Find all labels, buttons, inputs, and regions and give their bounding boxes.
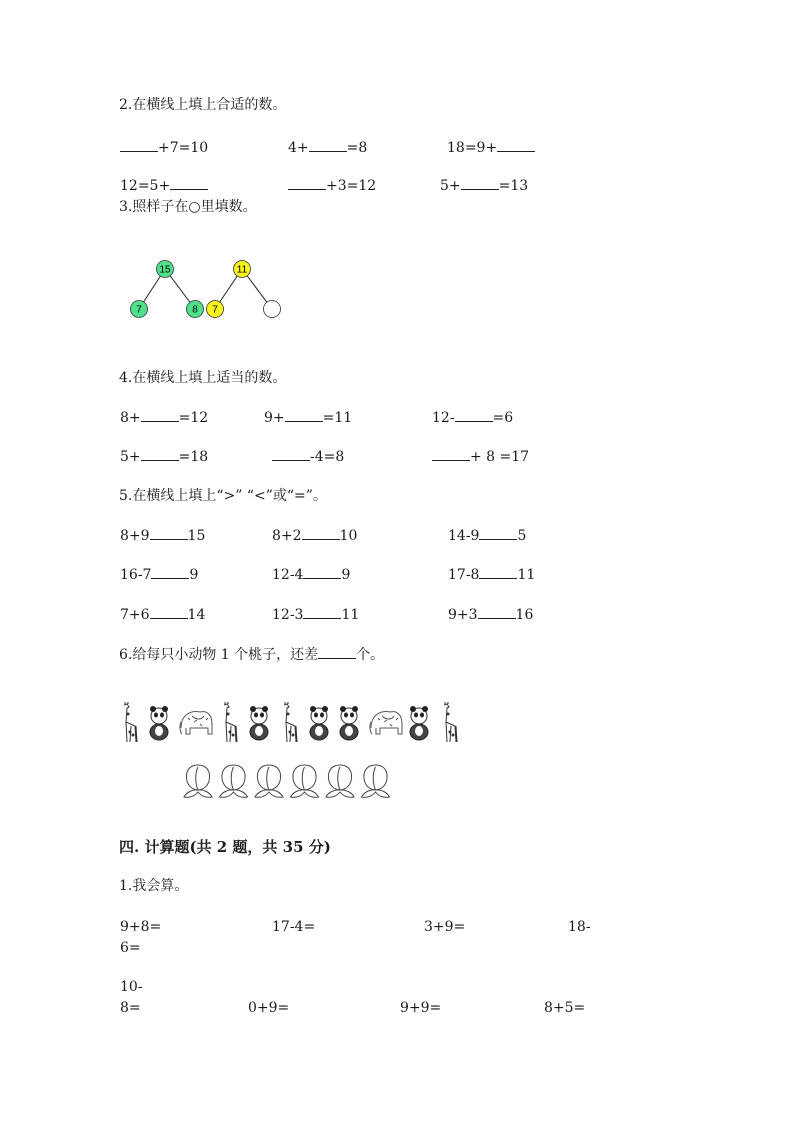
calc-r1-c4-part2: 6=	[120, 940, 141, 956]
expr-after: 9	[189, 567, 199, 583]
q2-r2-c1	[120, 177, 208, 195]
peach-icon	[291, 765, 319, 797]
expr-after: 15	[187, 528, 206, 544]
task-bond	[207, 261, 281, 318]
section4-title: 四. 计算题(共 2 题，共 35 分)	[119, 838, 331, 856]
q2-r1-c2	[288, 139, 367, 157]
expr-after: =13	[498, 178, 529, 194]
expr-after: + 8 =17	[470, 449, 530, 465]
giraffe-icon	[284, 702, 297, 742]
calc-r2-c1-part1: 10-	[120, 979, 143, 995]
q4-r2-c3	[432, 448, 529, 466]
expr-before: 4+	[288, 140, 309, 156]
answer-blank[interactable]	[150, 527, 188, 540]
answer-blank[interactable]	[272, 448, 310, 461]
expr-after: =11	[322, 410, 353, 426]
expr-after: 10	[339, 528, 358, 544]
q5-r1-c2	[272, 527, 357, 545]
answer-blank[interactable]	[141, 409, 179, 422]
answer-blank[interactable]	[141, 448, 179, 461]
q2-r2-c2	[288, 177, 376, 195]
q5-r1-c1	[120, 527, 205, 545]
peach-icon	[255, 765, 283, 797]
panda-icon	[340, 706, 358, 740]
expr-after: =12	[178, 410, 209, 426]
panda-icon	[250, 706, 268, 740]
expr-after: =8	[346, 140, 368, 156]
q5-r1-c3	[448, 527, 526, 545]
answer-blank[interactable]	[479, 566, 517, 579]
answer-blank[interactable]	[309, 139, 347, 152]
q6-title-before: 6.给每只小动物 1 个桃子，还差	[119, 647, 319, 663]
answer-blank[interactable]	[303, 606, 341, 619]
expr-before: 12-3	[272, 607, 304, 623]
expr-after: +3=12	[326, 178, 377, 194]
giraffe-icon	[124, 702, 137, 742]
calc-r1-c4-part1: 18-	[568, 919, 591, 935]
calc-r2-c4: 8+5=	[544, 1000, 586, 1016]
expr-before: 7+6	[120, 607, 150, 623]
peach-icon	[184, 765, 212, 797]
q6-title-after: 个。	[356, 647, 385, 663]
calc-r1-c3: 3+9=	[424, 919, 466, 935]
q3-title: 3.照样子在○里填数。	[119, 199, 257, 215]
expr-before: 12-4	[272, 567, 304, 583]
giraffe-icon	[444, 702, 457, 742]
q4-r1-c1	[120, 409, 208, 427]
q4-r1-c3	[432, 409, 513, 427]
expr-after: =18	[178, 449, 209, 465]
q4-r2-c1	[120, 448, 208, 466]
expr-before: 8+	[120, 410, 141, 426]
example-top-number: 15	[159, 264, 171, 276]
expr-after: +7=10	[158, 140, 209, 156]
expr-before: 12=5+	[120, 178, 171, 194]
expr-before: 8+9	[120, 528, 150, 544]
expr-after: 16	[515, 607, 534, 623]
answer-blank[interactable]	[455, 409, 493, 422]
expr-after: =6	[492, 410, 514, 426]
expr-after: 11	[341, 607, 360, 623]
answer-blank[interactable]	[479, 527, 517, 540]
example-right-number: 8	[192, 304, 198, 316]
peach-icons	[184, 765, 390, 797]
answer-blank[interactable]	[461, 177, 499, 190]
elephant-icon	[180, 712, 212, 734]
giraffe-icon	[224, 702, 237, 742]
animal-icons	[124, 702, 457, 742]
q2-r2-c3	[440, 177, 528, 195]
answer-blank[interactable]	[170, 177, 208, 190]
answer-blank[interactable]	[497, 139, 535, 152]
q5-r2-c1	[120, 566, 198, 584]
task-answer-circle[interactable]	[264, 301, 281, 318]
q2-r1-c1	[120, 139, 208, 157]
answer-blank[interactable]	[150, 606, 188, 619]
answer-blank[interactable]	[285, 409, 323, 422]
section4-q1-title: 1.我会算。	[119, 878, 189, 894]
peaches-row	[180, 760, 395, 800]
q5-r2-c2	[272, 566, 350, 584]
answer-blank[interactable]	[318, 646, 356, 659]
expr-after: 5	[517, 528, 527, 544]
answer-blank[interactable]	[120, 139, 158, 152]
q4-r2-c2	[272, 448, 344, 466]
expr-after: 14	[187, 607, 206, 623]
peach-icon	[326, 765, 354, 797]
expr-before: 12-	[432, 410, 455, 426]
task-top-number: 11	[236, 264, 248, 276]
task-left-number: 7	[212, 304, 218, 316]
calc-r2-c2: 0+9=	[248, 1000, 290, 1016]
answer-blank[interactable]	[478, 606, 516, 619]
example-bond	[131, 261, 204, 318]
number-bond-diagram	[126, 255, 286, 321]
elephant-icon	[370, 712, 402, 734]
peach-icon	[220, 765, 248, 797]
q6-title	[119, 646, 384, 664]
expr-before: 18=9+	[447, 140, 498, 156]
q5-r2-c3	[448, 566, 535, 584]
panda-icon	[310, 706, 328, 740]
expr-before: 5+	[120, 449, 141, 465]
calc-r1-c1: 9+8=	[120, 919, 162, 935]
q2-r1-c3	[447, 139, 535, 157]
calc-r2-c1-part2: 8=	[120, 1000, 141, 1016]
animals-row	[116, 700, 461, 745]
expr-before: 9+3	[448, 607, 478, 623]
panda-icon	[410, 706, 428, 740]
q5-r3-c3	[448, 606, 533, 624]
expr-after: 11	[517, 567, 536, 583]
q4-r1-c2	[264, 409, 352, 427]
q5-r3-c1	[120, 606, 205, 624]
answer-blank[interactable]	[303, 566, 341, 579]
example-left-number: 7	[136, 304, 142, 316]
q5-title: 5.在横线上填上“>” “<”或“=”。	[119, 488, 327, 504]
expr-before: 16-7	[120, 567, 152, 583]
expr-after: -4=8	[310, 449, 345, 465]
expr-before: 9+	[264, 410, 285, 426]
q2-title: 2.在横线上填上合适的数。	[119, 97, 287, 113]
expr-before: 17-8	[448, 567, 480, 583]
q5-r3-c2	[272, 606, 359, 624]
panda-icon	[150, 706, 168, 740]
answer-blank[interactable]	[288, 177, 326, 190]
calc-r2-c3: 9+9=	[400, 1000, 442, 1016]
answer-blank[interactable]	[151, 566, 189, 579]
expr-before: 14-9	[448, 528, 480, 544]
q4-title: 4.在横线上填上适当的数。	[119, 370, 287, 386]
answer-blank[interactable]	[432, 448, 470, 461]
calc-r1-c2: 17-4=	[272, 919, 316, 935]
peach-icon	[362, 765, 390, 797]
expr-before: 5+	[440, 178, 461, 194]
answer-blank[interactable]	[302, 527, 340, 540]
expr-before: 8+2	[272, 528, 302, 544]
expr-after: 9	[341, 567, 351, 583]
